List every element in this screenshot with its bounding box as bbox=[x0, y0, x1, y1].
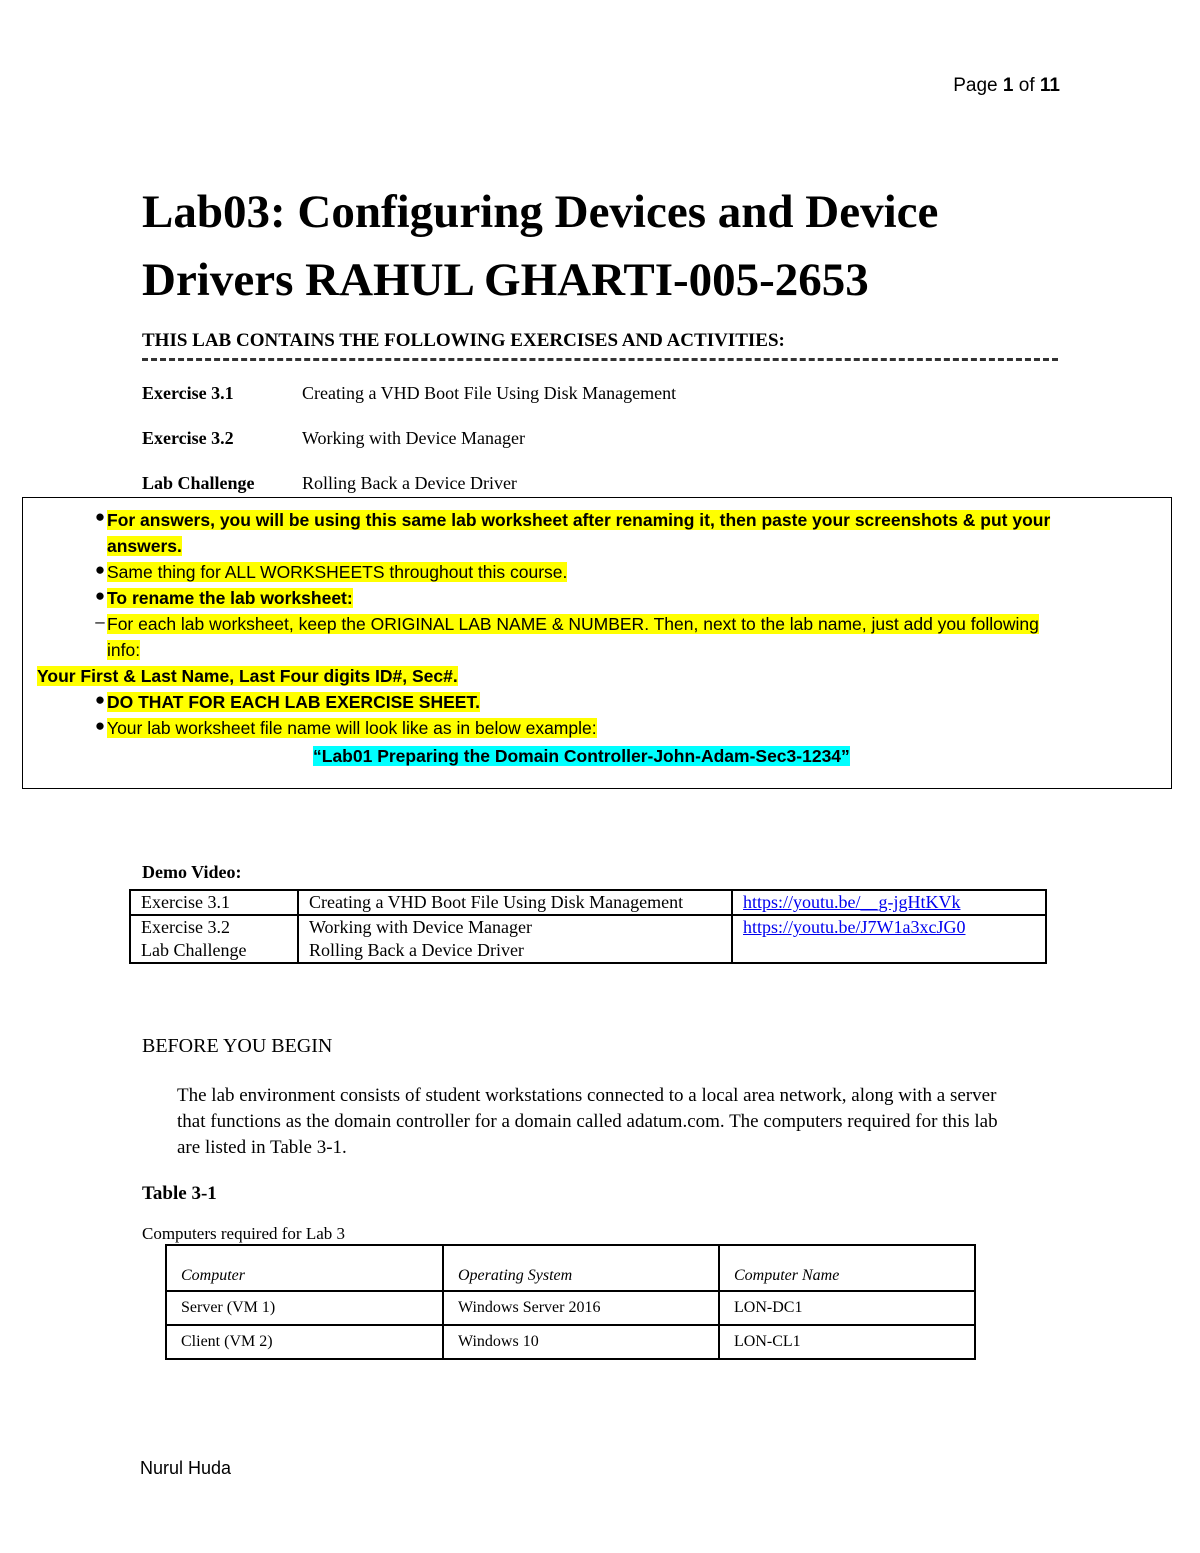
page-prefix: Page bbox=[953, 75, 998, 96]
table-cell: Creating a VHD Boot File Using Disk Management bbox=[298, 890, 732, 915]
computers-table bbox=[165, 1244, 976, 1360]
instruction-text: Your lab worksheet file name will look like as in below example: bbox=[107, 718, 597, 738]
intro-paragraph: The lab environment consists of student workstations connected to a local area network, along with a server that functions as the domain controller for a domain called adatum.com. The computers required for this lab are listed in Table 3-1. bbox=[177, 1085, 998, 1158]
exercise-label: Lab Challenge bbox=[142, 473, 255, 493]
demo-video-label: Demo Video: bbox=[142, 862, 242, 882]
bullet-icon: ● bbox=[94, 716, 106, 735]
page-of: of bbox=[1018, 75, 1035, 96]
bullet-icon: ● bbox=[94, 507, 106, 526]
table-cell bbox=[732, 915, 1046, 963]
table-cell: Exercise 3.1 bbox=[130, 890, 298, 915]
table-cell: LON-CL1 bbox=[719, 1325, 975, 1359]
instruction-text: For each lab worksheet, keep the ORIGINAL LAB NAME & NUMBER. Then, next to the lab name, just add you following bbox=[107, 614, 1039, 634]
table-cell-text: Lab Challenge bbox=[141, 940, 247, 960]
page-total: 11 bbox=[1039, 75, 1060, 96]
table-cell: LON-DC1 bbox=[719, 1291, 975, 1325]
instruction-text: DO THAT FOR EACH LAB EXERCISE SHEET. bbox=[107, 692, 481, 712]
table-cell bbox=[732, 890, 1046, 915]
dash-bullet: – bbox=[95, 612, 105, 631]
table-row bbox=[166, 1291, 975, 1325]
instruction-text: Your First & Last Name, Last Four digits ID#, Sec#. bbox=[37, 666, 458, 686]
table-row bbox=[166, 1325, 975, 1359]
instruction-text: For answers, you will be using this same lab worksheet after renaming it, then paste your screenshots & put your bbox=[107, 510, 1051, 530]
table-cell-text: Working with Device Manager bbox=[309, 917, 532, 937]
table-cell: Windows Server 2016 bbox=[443, 1291, 719, 1325]
table-header-row bbox=[166, 1245, 975, 1291]
table-cell: Server (VM 1) bbox=[166, 1291, 443, 1325]
youtube-link[interactable]: https://youtu.be/__g-jgHtKVk bbox=[743, 892, 961, 912]
exercise-row bbox=[142, 383, 676, 404]
exercise-label: Exercise 3.1 bbox=[142, 383, 234, 403]
bullet-icon: ● bbox=[94, 690, 106, 709]
demo-video-table bbox=[129, 889, 1047, 964]
instruction-text: To rename the lab worksheet: bbox=[107, 588, 353, 608]
page-current: 1 bbox=[1002, 75, 1014, 96]
section-heading: BEFORE YOU BEGIN bbox=[142, 1035, 333, 1057]
column-header: Computer bbox=[166, 1245, 443, 1291]
table-title: Table 3-1 bbox=[142, 1183, 217, 1204]
youtube-link[interactable]: https://youtu.be/J7W1a3xcJG0 bbox=[743, 917, 966, 937]
document-title bbox=[142, 178, 1062, 314]
bullet-icon: ● bbox=[94, 586, 106, 605]
table-cell: Windows 10 bbox=[443, 1325, 719, 1359]
table-row bbox=[130, 890, 1046, 915]
exercise-desc: Rolling Back a Device Driver bbox=[302, 473, 517, 493]
table-row bbox=[130, 915, 1046, 963]
title-line-2: Drivers RAHUL GHARTI-005-2653 bbox=[142, 254, 869, 306]
title-line-1: Lab03: Configuring Devices and Device bbox=[142, 186, 939, 238]
exercise-row bbox=[142, 428, 525, 449]
table-cell: Client (VM 2) bbox=[166, 1325, 443, 1359]
page-number bbox=[953, 75, 1060, 97]
instruction-text: info: bbox=[107, 640, 141, 660]
instruction-text: Same thing for ALL WORKSHEETS throughout this course. bbox=[107, 562, 568, 582]
table-cell bbox=[298, 915, 732, 963]
exercises-subheading: THIS LAB CONTAINS THE FOLLOWING EXERCISES AND ACTIVITIES: bbox=[142, 330, 1058, 361]
exercise-label: Exercise 3.2 bbox=[142, 428, 234, 448]
column-header: Operating System bbox=[443, 1245, 719, 1291]
table-cell-text: Exercise 3.2 bbox=[141, 917, 230, 937]
exercise-desc: Creating a VHD Boot File Using Disk Management bbox=[302, 383, 677, 403]
page-footer: Nurul Huda bbox=[140, 1458, 232, 1478]
instructions-box bbox=[22, 497, 1172, 789]
exercise-desc: Working with Device Manager bbox=[302, 428, 525, 448]
exercise-row bbox=[142, 473, 517, 494]
example-filename: “Lab01 Preparing the Domain Controller-John-Adam-Sec3-1234” bbox=[313, 746, 850, 766]
table-caption: Computers required for Lab 3 bbox=[142, 1224, 345, 1243]
bullet-icon: ● bbox=[94, 560, 106, 579]
instruction-text: answers. bbox=[107, 536, 182, 556]
table-cell-text: Rolling Back a Device Driver bbox=[309, 940, 524, 960]
column-header: Computer Name bbox=[719, 1245, 975, 1291]
table-cell bbox=[130, 915, 298, 963]
